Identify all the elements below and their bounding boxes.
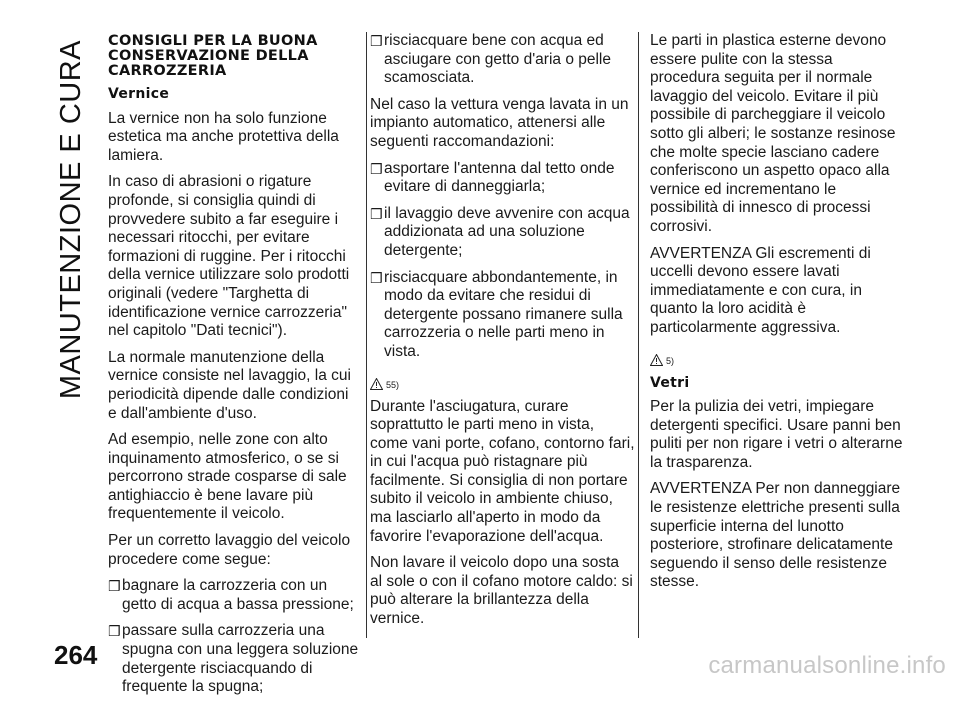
column-1: [108, 32, 360, 705]
subsection-heading-vernice: Vernice: [108, 86, 170, 102]
paragraph: Durante l'asciugatura, curare soprattutto le parti meno in vista, come vani porte, cofano, contorno fari, in cui l'acqua può ristagnare più facilmente. Si consiglia di non portare subito il veicolo in ambiente chiuso, ma lasciarlo all'aperto in modo da favorire l'evaporazione dell'acqua.: [370, 397, 635, 545]
paragraph: Per la pulizia dei vetri, impiegare detergenti specifici. Usare panni ben puliti per non rigare i vetri o alterarne la trasparenza.: [650, 398, 903, 471]
warning-reference[interactable]: [650, 346, 905, 366]
warning-paragraph: AVVERTENZA Per non danneggiare le resistenze elettriche presenti sulla superficie interna del lunotto posteriore, strofinare delicatamente seguendo il senso delle resistenze stesse.: [650, 480, 901, 591]
warning-paragraph: AVVERTENZA Gli escrementi di uccelli devono essere lavati immediatamente e con cura, in quanto la loro acidità è particolarmente aggressiva.: [650, 244, 871, 336]
warning-ref-number: 5): [666, 355, 675, 366]
paragraph: Nel caso la vettura venga lavata in un impianto automatico, attenersi alle seguenti raccomandazioni:: [370, 95, 629, 150]
page-number: 264: [54, 640, 98, 670]
paragraph: La vernice non ha solo funzione estetica ma anche protettiva della lamiera.: [108, 109, 339, 164]
section-heading: CONSIGLI PER LA BUONA CONSERVAZIONE DELLA CARROZZERIA: [108, 33, 318, 79]
warning-ref-number: 55): [386, 379, 400, 390]
paragraph: In caso di abrasioni o rigature profonde, si consiglia quindi di provvedere subito a far eseguire i necessari ritocchi, per evitare formazioni di ruggine. Per i ritocchi della vernice utilizzare solo prodotti originali (vedere "Targhetta di identificazione vernice carrozzeria" nel capitolo "Dati tecnici").: [108, 173, 350, 340]
paragraph: La normale manutenzione della vernice consiste nel lavaggio, la cui periodicità dipende dalle condizioni e dall'ambiente d'uso.: [108, 348, 351, 422]
list-item: ❒ bagnare la carrozzeria con un getto di acqua a bassa pressione;: [108, 577, 354, 613]
checkbox-bullet-icon: ❒: [108, 578, 121, 595]
column-3: [650, 32, 905, 600]
list-item: ❒ risciacquare abbondantemente, in modo da evitare che residui di detergente possano rimanere sulla carrozzeria o nelle parti meno in vista.: [370, 268, 623, 360]
paragraph: Ad esempio, nelle zone con alto inquinamento atmosferico, o se si percorrono strade cosparse di sale antighiaccio è bene lavare più frequentemente il veicolo.: [108, 431, 347, 523]
column-2: [370, 32, 635, 637]
checkbox-bullet-icon: ❒: [370, 33, 383, 49]
paragraph: Non lavare il veicolo dopo una sosta al sole o con il cofano motore caldo: si può alterare la brillantezza della vernice.: [370, 554, 633, 628]
checkbox-bullet-icon: ❒: [370, 205, 383, 222]
column-divider: [366, 32, 367, 638]
paragraph: Per un corretto lavaggio del veicolo procedere come segue:: [108, 532, 351, 568]
watermark: carmanualsonline.info: [708, 652, 946, 679]
list-item: ❒ passare sulla carrozzeria una spugna con una leggera soluzione detergente risciacquando di frequente la spugna;: [108, 622, 359, 696]
list-item: ❒ il lavaggio deve avvenire con acqua addizionata ad una soluzione detergente;: [370, 204, 630, 259]
paragraph: Le parti in plastica esterne devono essere pulite con la stessa procedura seguita per il normale lavaggio del veicolo. Evitare il più possibile di parcheggiare il veicolo sotto gli alberi; le sostanze resinose che molte specie lasciano cadere conferiscono un aspetto opaco alla vernice ed incrementano le possibilità di innesco di processi corrosivi.: [650, 32, 896, 235]
chapter-title: [52, 40, 90, 400]
chapter-title-text: MANUTENZIONE E CURA: [54, 40, 87, 400]
checkbox-bullet-icon: ❒: [108, 623, 121, 640]
warning-triangle-icon: [370, 378, 383, 390]
column-divider: [638, 32, 639, 638]
list-item: ❒ asportare l'antenna dal tetto onde evitare di danneggiarla;: [370, 159, 615, 196]
subsection-heading-vetri: Vetri: [650, 374, 690, 391]
warning-reference[interactable]: [370, 370, 635, 390]
checkbox-bullet-icon: ❒: [370, 160, 383, 177]
list-item: ❒ risciacquare bene con acqua ed asciugare con getto d'aria o pelle scamosciata.: [370, 32, 611, 87]
checkbox-bullet-icon: ❒: [370, 269, 383, 286]
warning-triangle-icon: [650, 354, 663, 366]
